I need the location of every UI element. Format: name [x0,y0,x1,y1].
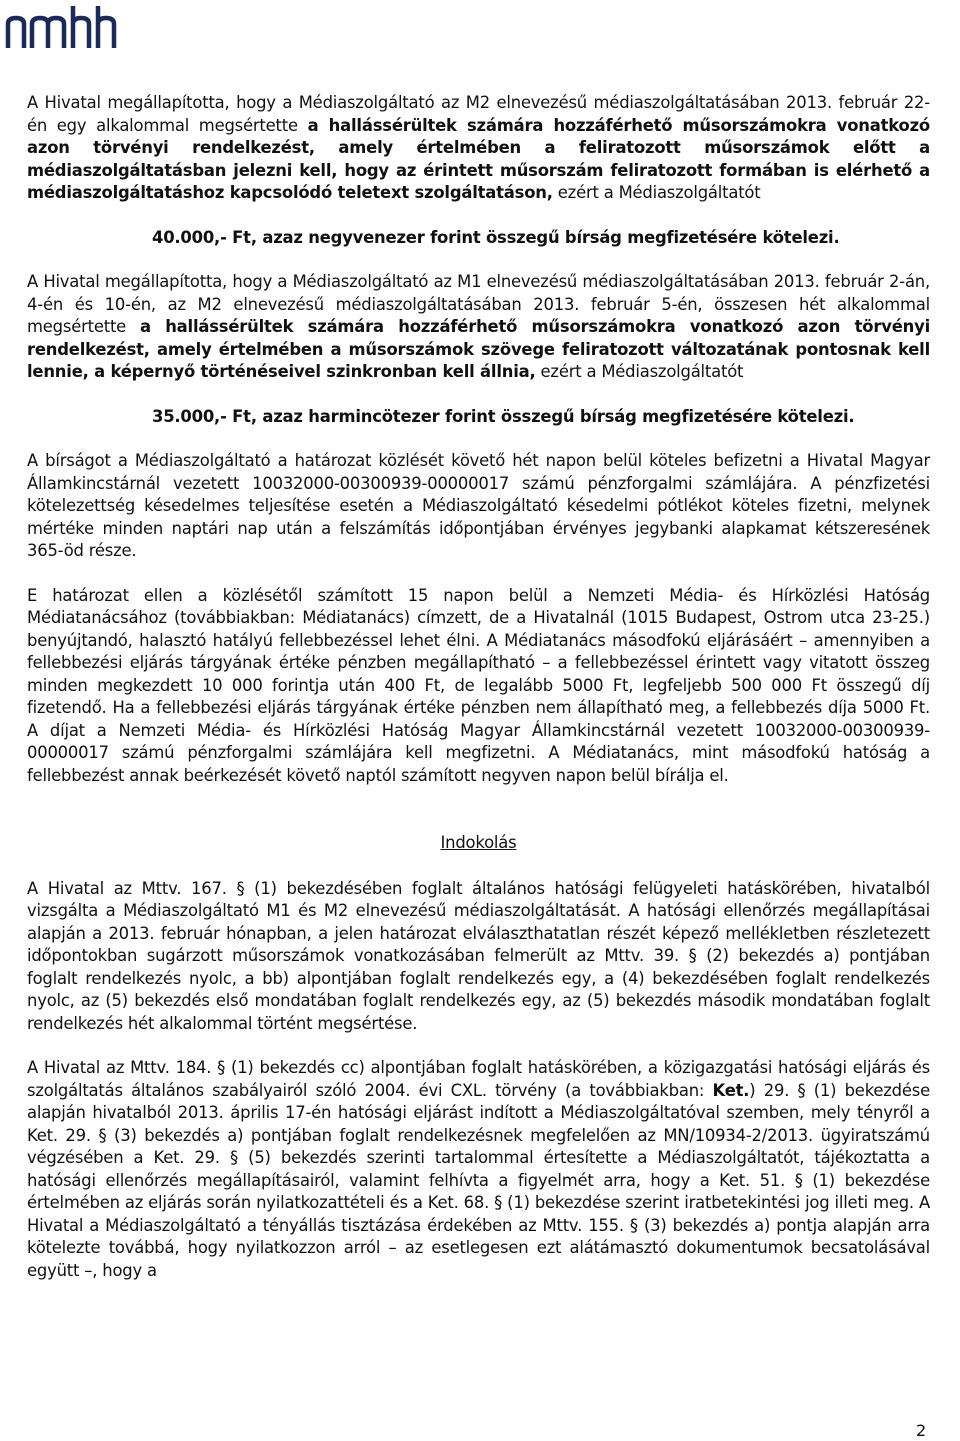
p1-text-bold: a hallássérültek számára hozzáférhető műsorszámokra vonatkozó azon törvényi rendelkezést, amely értelmében a feliratozott műsorszámok előtt a médiaszolgáltatásban jelezni kell, hogy az érintett műsorszám feliratozott formában is elérhető a médiaszolgáltatáshoz kapcsolódó teletext szolgáltatáson, [27,115,930,202]
paragraph-reasoning-1: A Hivatal az Mttv. 167. § (1) bekezdésében foglalt általános hatósági felügyeleti hatáskörében, hivatalból vizsgálta a Médiaszolgáltató M1 és M2 elnevezésű médiaszolgáltatását. A hatósági ellenőrzés megállapításai alapján a 2013. február hónapban, a jelen határozat elválaszthatatlan részét képező mellékletben részletezett időpontokban sugárzott műsorszámok vonatkozásában felmerült az Mttv. 39. § (2) bekezdés a) pontjában foglalt rendelkezés nyolc, a bb) alpontjában foglalt rendelkezés egy, a (4) bekezdésében foglalt rendelkezés nyolc, az (5) bekezdés első mondatában foglalt rendelkezés egy, az (5) bekezdés második mondatában foglalt rendelkezés hét alkalommal történt megsértése. [27,878,930,1033]
p2-text-a: A Hivatal megállapította, hogy a Médiaszolgáltató az M1 elnevezésű médiaszolgáltatásában 2013. február 2-án, 4-én és 10-én, az M2 elnevezésű médiaszolgáltatásában 2013. február 5-én, összesen hét alkalommal megsértette [27,272,930,336]
fine-amount-1 [27,227,930,250]
paragraph-appeal: E határozat ellen a közlésétől számított 15 napon belül a Nemzeti Média- és Hírközlési Hatóság Médiatanácsához (továbbiakban: Médiatanács) címzett, de a Hivatalnál (1015 Budapest, Ostrom utca 23-25.) benyújtandó, halasztó hatályú fellebbezéssel lehet élni. A Médiatanács másodfokú eljárásáért – amennyiben a fellebbezési eljárás tárgyának értéke pénzben megállapítható – a fellebbezéssel érintett vagy vitatott összeg minden megkezdett 10 000 forintja után 400 Ft, de legalább 5000 Ft, legfeljebb 500 000 Ft összegű díj fizetendő. Ha a fellebbezési eljárás tárgyának értéke pénzben nem állapítható meg, a fellebbezés díja 5000 Ft. A díjat a Nemzeti Média- és Hírközlési Hatóság Magyar Államkincstárnál vezetett 10032000-00300939-00000017 számú pénzforgalmi számlájára kell megfizetni. A Médiatanács, mint másodfokú hatóság a fellebbezést annak beérkezését követő naptól számított negyven napon belül bírálja el. [27,585,930,785]
paragraph-finding-m2 [27,92,930,205]
p6-text-c: ) 29. § (1) bekezdése alapján hivatalból 2013. április 17-én hatósági eljárást indított a Médiaszolgáltatóval szemben, mely tényről a Ket. 29. § (3) bekezdés a) pontjában foglalt rendelkezésnek megfelelően az MN/10934-2/2013. ügyiratszámú végzésében a Ket. 29. § (5) bekezdés szerinti tartalommal értesítette a Médiaszolgáltatót, tájékoztatta a hatósági ellenőrzés megállapításairól, valamint felhívta a figyelmét arra, hogy a Ket. 51. § (1) bekezdése értelmében az eljárás során nyilatkozattételi és a Ket. 68. § (1) bekezdése szerint iratbetekintési jog illeti meg. A Hivatal a Médiaszolgáltató a tényállás tisztázása érdekében az Mttv. 155. § (3) bekezdés a) pontja alapján arra kötelezte továbbá, hogy nyilatkozzon arról – az esetlegesen ezt alátámasztó dokumentumok becsatolásával együtt –, hogy a [27,1080,930,1280]
paragraph-finding-m1 [27,271,930,384]
p6-text-a: A Hivatal az Mttv. 184. § (1) bekezdés cc) alpontjában foglalt hatáskörében, a közigazgatási hatósági eljárás és szolgáltatás általános szabályairól szóló 2004. évi CXL. törvény (a továbbiakban: [27,1058,930,1100]
nmhh-logo-icon [4,0,126,52]
p1-text-c: ezért a Médiaszolgáltatót [552,183,761,202]
fine2-text: 35.000,- Ft, azaz harmincötezer forint összegű bírság megfizetésére kötelezi. [152,406,855,426]
p2-text-bold: a hallássérültek számára hozzáférhető műsorszámokra vonatkozó azon törvényi rendelkezést, amely értelmében a műsorszámok szövege feliratozott változatának pontosnak kell lennie, a képernyő történéseivel szinkronban kell állnia, [27,317,930,381]
p1-text-a: A Hivatal megállapította, hogy a Médiaszolgáltató az M2 elnevezésű médiaszolgáltatásában 2013. február 22-én egy alkalommal megsértette [27,93,930,135]
section-heading-indokolas: Indokolás [440,833,517,852]
paragraph-reasoning-2 [27,1057,930,1282]
fine1-text: 40.000,- Ft, azaz negyvenezer forint összegű bírság megfizetésére kötelezi. [152,227,840,247]
nmhh-logo [4,0,126,56]
p2-text-c: ezért a Médiaszolgáltatót [535,362,744,381]
fine-amount-2 [27,406,930,429]
paragraph-payment: A bírságot a Médiaszolgáltató a határozat közlését követő hét napon belül köteles befizetni a Hivatal Magyar Államkincstárnál vezetett 10032000-00300939-00000017 számú pénzforgalmi számlájára. A pénzfizetési kötelezettség késedelmes teljesítése esetén a Médiaszolgáltató késedelmi pótlékot köteles fizetni, melynek mértéke minden naptári nap után a felszámítás időpontjában érvényes jegybanki alapkamat kétszeresének 365-öd része. [27,451,930,560]
document-body [27,92,930,1282]
page-number: 2 [916,1421,927,1440]
p6-text-bold: Ket. [712,1080,750,1100]
